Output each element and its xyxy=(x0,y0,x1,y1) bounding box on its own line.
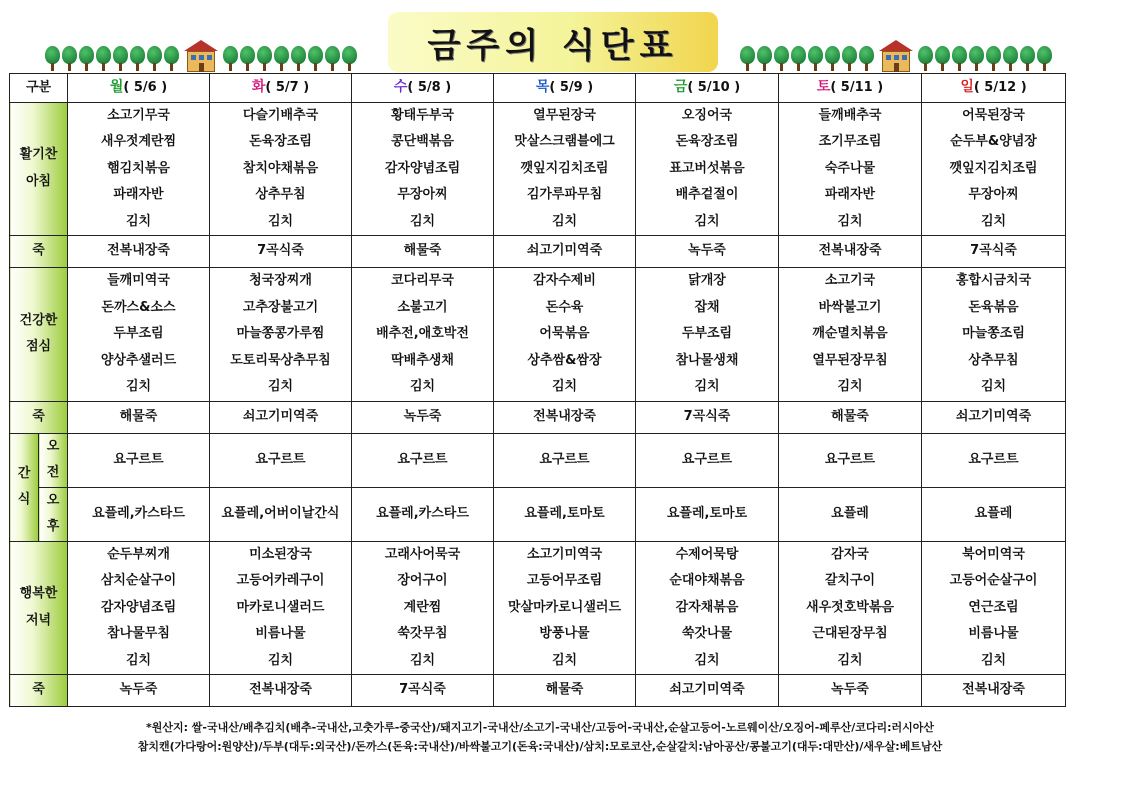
porridge-cell: 쇠고기미역죽 xyxy=(494,236,636,268)
snack-cell: 요플레,토마토 xyxy=(494,487,636,541)
snack-cell: 요구르트 xyxy=(210,433,352,487)
snack-cell: 요플레,카스타드 xyxy=(352,487,494,541)
dinner-label: 행복한 저녁 xyxy=(10,541,68,675)
title-banner xyxy=(388,12,718,72)
category-header: 구분 xyxy=(10,74,68,103)
day-header xyxy=(779,74,922,103)
snack-label: 간 식 xyxy=(10,433,39,541)
decoration-left xyxy=(45,38,357,72)
snack-am-label: 오 전 xyxy=(39,433,68,487)
tree-icon xyxy=(325,46,340,72)
origin-footnote-line2: 참치캔(가다랑어:원양산)/두부(대두:외국산)/돈까스(돈육:국내산)/바싹불고기(돈육:국내산)/삼치:모로코산,순살갈치:남아공산/콩불고기(대두:대만산)/새우살:베트남산 xyxy=(137,740,943,753)
tree-icon xyxy=(113,46,128,72)
porridge-cell: 녹두죽 xyxy=(352,401,494,433)
meal-cell: 들깨미역국 돈까스&소스 두부조림 양상추샐러드 김치 xyxy=(68,268,210,402)
snack-cell: 요구르트 xyxy=(494,433,636,487)
porridge-row xyxy=(10,401,1066,433)
snack-cell: 요플레 xyxy=(922,487,1066,541)
breakfast-label: 활기찬 아침 xyxy=(10,102,68,236)
porridge-cell: 쇠고기미역죽 xyxy=(636,675,779,707)
porridge-cell: 해물죽 xyxy=(779,401,922,433)
day-char: 금 xyxy=(673,79,688,95)
tree-icon xyxy=(808,46,823,72)
porridge-cell: 녹두죽 xyxy=(779,675,922,707)
tree-icon xyxy=(1003,46,1018,72)
day-char: 수 xyxy=(393,79,408,95)
tree-icon xyxy=(825,46,840,72)
porridge-cell: 쇠고기미역죽 xyxy=(922,401,1066,433)
meal-cell: 코다리무국 소불고기 배추전,애호박전 딱배추생채 김치 xyxy=(352,268,494,402)
tree-icon xyxy=(79,46,94,72)
page-title: 금주의 식단표 xyxy=(427,25,679,66)
meal-cell: 들깨배추국 조기무조림 숙주나물 파래자반 김치 xyxy=(779,102,922,236)
meal-cell: 소고기국 바싹불고기 깨순멸치볶음 열무된장무침 김치 xyxy=(779,268,922,402)
porridge-cell: 녹두죽 xyxy=(68,675,210,707)
meal-cell: 열무된장국 맛살스크램블에그 깻잎지김치조림 김가루파무침 김치 xyxy=(494,102,636,236)
snack-am-row xyxy=(10,433,1066,487)
snack-cell: 요구르트 xyxy=(636,433,779,487)
meal-cell: 홍합시금치국 돈육볶음 마늘쫑조림 상추무침 김치 xyxy=(922,268,1066,402)
tree-icon xyxy=(45,46,60,72)
meal-cell: 오징어국 돈육장조림 표고버섯볶음 배추겉절이 김치 xyxy=(636,102,779,236)
tree-icon xyxy=(740,46,755,72)
tree-icon xyxy=(147,46,162,72)
porridge-cell: 해물죽 xyxy=(68,401,210,433)
meal-cell: 순두부찌개 삼치순살구이 감자양념조림 참나물무침 김치 xyxy=(68,541,210,675)
tree-icon xyxy=(859,46,874,72)
porridge-cell: 전복내장죽 xyxy=(494,401,636,433)
lunch-label: 건강한 점심 xyxy=(10,268,68,402)
meal-cell: 수제어묵탕 순대야채볶음 감자채볶음 쑥갓나물 김치 xyxy=(636,541,779,675)
day-date: ( 5/7 ) xyxy=(265,80,310,95)
meal-cell: 감자수제비 돈수육 어묵볶음 상추쌈&쌈장 김치 xyxy=(494,268,636,402)
tree-icon xyxy=(240,46,255,72)
snack-cell: 요구르트 xyxy=(779,433,922,487)
house-icon xyxy=(879,40,913,72)
day-date: ( 5/11 ) xyxy=(830,80,884,95)
porridge-cell: 전복내장죽 xyxy=(922,675,1066,707)
porridge-cell: 7곡식죽 xyxy=(210,236,352,268)
snack-cell: 요구르트 xyxy=(68,433,210,487)
snack-cell: 요구르트 xyxy=(352,433,494,487)
house-icon xyxy=(184,40,218,72)
breakfast-row xyxy=(10,102,1066,236)
meal-cell: 고래사어묵국 장어구이 계란찜 쑥갓무침 김치 xyxy=(352,541,494,675)
porridge-cell: 전복내장죽 xyxy=(779,236,922,268)
meal-cell: 다슬기배추국 돈육장조림 참치야채볶음 상추무침 김치 xyxy=(210,102,352,236)
tree-icon xyxy=(774,46,789,72)
tree-icon xyxy=(969,46,984,72)
tree-icon xyxy=(952,46,967,72)
porridge-row xyxy=(10,236,1066,268)
day-header xyxy=(352,74,494,103)
snack-cell: 요구르트 xyxy=(922,433,1066,487)
tree-icon xyxy=(757,46,772,72)
porridge-cell: 녹두죽 xyxy=(636,236,779,268)
day-date: ( 5/9 ) xyxy=(549,80,594,95)
porridge-row xyxy=(10,675,1066,707)
tree-icon xyxy=(986,46,1001,72)
meal-cell: 소고기무국 새우젓계란찜 햄김치볶음 파래자반 김치 xyxy=(68,102,210,236)
day-header xyxy=(636,74,779,103)
tree-icon xyxy=(257,46,272,72)
tree-icon xyxy=(308,46,323,72)
tree-icon xyxy=(918,46,933,72)
meal-cell: 감자국 갈치구이 새우젓호박볶음 근대된장무침 김치 xyxy=(779,541,922,675)
porridge-cell: 7곡식죽 xyxy=(922,236,1066,268)
meal-cell: 닭개장 잡채 두부조림 참나물생채 김치 xyxy=(636,268,779,402)
tree-icon xyxy=(342,46,357,72)
snack-cell: 요플레,카스타드 xyxy=(68,487,210,541)
meal-cell: 소고기미역국 고등어무조림 맛살마카로니샐러드 방풍나물 김치 xyxy=(494,541,636,675)
tree-icon xyxy=(130,46,145,72)
porridge-label: 죽 xyxy=(10,236,68,268)
day-char: 일 xyxy=(960,79,974,95)
porridge-cell: 해물죽 xyxy=(494,675,636,707)
meal-cell: 황태두부국 콩단백볶음 감자양념조림 무장아찌 김치 xyxy=(352,102,494,236)
tree-icon xyxy=(791,46,806,72)
meal-cell: 북어미역국 고등어순살구이 연근조림 비름나물 김치 xyxy=(922,541,1066,675)
day-date: ( 5/8 ) xyxy=(407,80,452,95)
lunch-row xyxy=(10,268,1066,402)
porridge-cell: 전복내장죽 xyxy=(68,236,210,268)
tree-icon xyxy=(935,46,950,72)
porridge-cell: 7곡식죽 xyxy=(352,675,494,707)
tree-icon xyxy=(291,46,306,72)
tree-icon xyxy=(62,46,77,72)
origin-footnote-line1: *원산지: 쌀-국내산/배추김치(배추-국내산,고춧가루-중국산)/돼지고기-국내산/소고기-국내산/고등어-국내산,순살고등어-노르웨이산/오징어-페루산/코다리:러시아산 xyxy=(145,721,935,734)
day-header xyxy=(494,74,636,103)
day-header xyxy=(68,74,210,103)
day-char: 토 xyxy=(816,79,831,95)
porridge-label: 죽 xyxy=(10,675,68,707)
header-row xyxy=(10,74,1066,103)
snack-pm-label: 오 후 xyxy=(39,487,68,541)
day-char: 화 xyxy=(251,79,266,95)
porridge-label: 죽 xyxy=(10,401,68,433)
snack-cell: 요플레 xyxy=(779,487,922,541)
decoration-right xyxy=(740,38,1052,72)
snack-pm-row xyxy=(10,487,1066,541)
porridge-cell: 7곡식죽 xyxy=(636,401,779,433)
porridge-cell: 쇠고기미역죽 xyxy=(210,401,352,433)
porridge-cell: 해물죽 xyxy=(352,236,494,268)
day-char: 목 xyxy=(535,79,550,95)
meal-cell: 청국장찌개 고추장불고기 마늘쫑콩가루찜 도토리묵상추무침 김치 xyxy=(210,268,352,402)
snack-cell: 요플레,토마토 xyxy=(636,487,779,541)
meal-table xyxy=(9,73,1066,707)
day-header xyxy=(922,74,1066,103)
tree-icon xyxy=(1020,46,1035,72)
tree-icon xyxy=(164,46,179,72)
day-date: ( 5/12 ) xyxy=(973,80,1027,95)
day-date: ( 5/10 ) xyxy=(687,80,741,95)
snack-cell: 요플레,어버이날간식 xyxy=(210,487,352,541)
tree-icon xyxy=(1037,46,1052,72)
porridge-cell: 전복내장죽 xyxy=(210,675,352,707)
tree-icon xyxy=(274,46,289,72)
day-char: 월 xyxy=(109,79,124,95)
tree-icon xyxy=(96,46,111,72)
tree-icon xyxy=(842,46,857,72)
dinner-row xyxy=(10,541,1066,675)
meal-cell: 어묵된장국 순두부&양념장 깻잎지김치조림 무장아찌 김치 xyxy=(922,102,1066,236)
day-header xyxy=(210,74,352,103)
meal-cell: 미소된장국 고등어카레구이 마카로니샐러드 비름나물 김치 xyxy=(210,541,352,675)
tree-icon xyxy=(223,46,238,72)
day-date: ( 5/6 ) xyxy=(123,80,168,95)
